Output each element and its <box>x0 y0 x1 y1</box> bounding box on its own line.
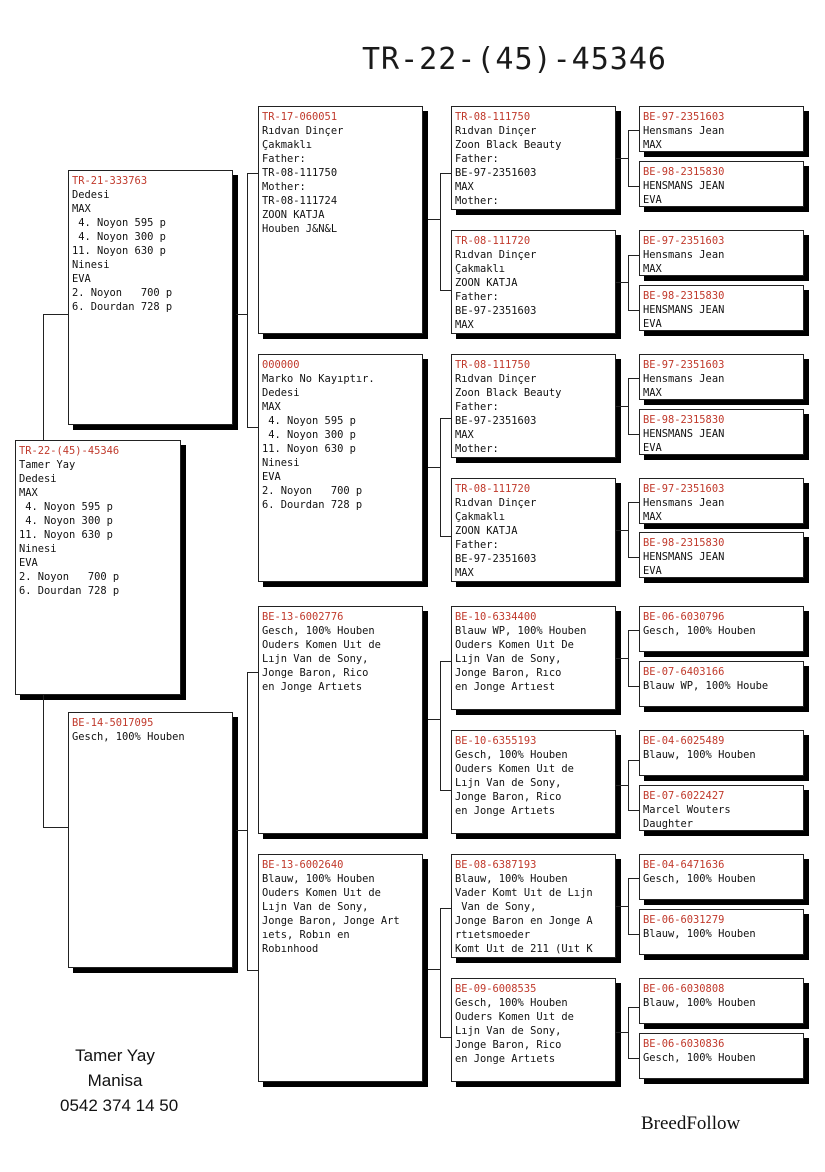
connector-line <box>628 310 639 311</box>
card-text-line: Blauw, 100% Houben <box>643 928 756 940</box>
card-text-line: ZOON KATJA <box>262 209 325 221</box>
card-text-line: Rıdvan Dinçer <box>455 249 537 261</box>
connector-line <box>628 557 639 558</box>
card-text-line: MAX <box>455 429 474 441</box>
card-text-line: en Jonge Artıets <box>455 1053 556 1065</box>
card-text-line: 11. Noyon 630 p <box>262 443 356 455</box>
card-text-line: Father: <box>455 291 499 303</box>
card-text-line: Çakmaklı <box>455 263 506 275</box>
card-text-line: 2. Noyon 700 p <box>262 485 363 497</box>
connector-line <box>440 908 441 1037</box>
ring-number: BE-13-6002640 <box>262 859 344 871</box>
card-text-line: 6. Dourdan 728 p <box>72 301 173 313</box>
card-text-line: Robınhood <box>262 943 319 955</box>
card-text-line: Jonge Baron, Rico <box>455 791 562 803</box>
ring-number: BE-10-6334400 <box>455 611 537 623</box>
pedigree-card[interactable] <box>639 161 804 207</box>
card-text-line: EVA <box>262 471 281 483</box>
card-text-line: TR-08-111724 <box>262 195 338 207</box>
pedigree-card[interactable] <box>68 712 233 968</box>
ring-number: BE-13-6002776 <box>262 611 344 623</box>
connector-line <box>440 418 441 536</box>
card-text-line: Ninesi <box>19 543 57 555</box>
card-text-line: TR-08-111750 <box>262 167 338 179</box>
pedigree-card[interactable] <box>639 606 804 652</box>
card-text-line: MAX <box>643 139 662 151</box>
owner-name: Tamer Yay <box>75 1046 155 1065</box>
card-text-line: Van de Sony, <box>455 901 537 913</box>
card-text-line: ZOON KATJA <box>455 525 518 537</box>
card-text-line: Jonge Baron, Jonge Art <box>262 915 400 927</box>
card-text-line: MAX <box>19 487 38 499</box>
card-text-line: Ouders Komen Uıt De <box>455 639 574 651</box>
card-text-line: 4. Noyon 300 p <box>262 429 356 441</box>
pedigree-card[interactable] <box>639 354 804 400</box>
connector-line <box>628 378 639 379</box>
ring-number: BE-98-2315830 <box>643 537 725 549</box>
card-text-line: Ouders Komen Uıt de <box>455 763 574 775</box>
brand-logo-text: BreedFollow <box>641 1113 741 1134</box>
card-text-line: Gesch, 100% Houben <box>643 873 756 885</box>
pedigree-card[interactable] <box>258 854 423 1082</box>
card-text-line: Gesch, 100% Houben <box>643 625 756 637</box>
card-text-line: BE-97-2351603 <box>455 305 537 317</box>
card-text-line: Ouders Komen Uıt de <box>262 639 381 651</box>
connector-line <box>236 830 248 831</box>
card-text-line: en Jonge Artıets <box>455 805 556 817</box>
card-text-line: Ninesi <box>72 259 110 271</box>
card-text-line: Çakmaklı <box>455 511 506 523</box>
connector-line <box>247 672 248 970</box>
card-text-line: MAX <box>643 511 662 523</box>
card-text-line: Zoon Black Beauty <box>455 139 562 151</box>
pedigree-card[interactable] <box>258 106 423 334</box>
connector-line <box>247 173 248 427</box>
card-text-line: Ninesi <box>262 457 300 469</box>
card-text-line: Lıjn Van de Sony, <box>262 653 369 665</box>
card-text-line: Blauw, 100% Houben <box>262 873 375 885</box>
card-text-line: Hensmans Jean <box>643 373 725 385</box>
ring-number: 000000 <box>262 359 300 371</box>
card-text-line: Blauw, 100% Houben <box>643 997 756 1009</box>
connector-line <box>616 906 629 907</box>
card-text-line: Blauw, 100% Houben <box>455 873 568 885</box>
card-text-line: HENSMANS JEAN <box>643 428 725 440</box>
card-text-line: 4. Noyon 595 p <box>19 501 113 513</box>
card-text-line: Ouders Komen Uıt de <box>262 887 381 899</box>
card-text-line: Gesch, 100% Houben <box>72 731 185 743</box>
connector-line <box>628 760 639 761</box>
pedigree-card[interactable] <box>639 230 804 276</box>
card-text-line: Dedesi <box>19 473 57 485</box>
connector-line <box>440 173 451 174</box>
card-text-line: Gesch, 100% Houben <box>643 1052 756 1064</box>
connector-line <box>440 536 451 537</box>
pedigree-card[interactable] <box>639 661 804 707</box>
connector-line <box>628 630 639 631</box>
connector-line <box>440 290 451 291</box>
ring-number: BE-06-6031279 <box>643 914 725 926</box>
pedigree-card[interactable] <box>639 478 804 524</box>
connector-line <box>440 173 441 290</box>
card-text-line: ZOON KATJA <box>455 277 518 289</box>
card-text-line: EVA <box>643 442 662 454</box>
ring-number: TR-08-111750 <box>455 359 531 371</box>
card-text-line: Tamer Yay <box>19 459 76 471</box>
pedigree-card[interactable] <box>451 478 616 582</box>
card-text-line: MAX <box>455 181 474 193</box>
connector-line <box>628 1007 639 1008</box>
card-text-line: EVA <box>643 194 662 206</box>
ring-number: TR-08-111720 <box>455 483 531 495</box>
card-text-line: Dedesi <box>72 189 110 201</box>
connector-line <box>247 427 258 428</box>
card-text-line: Father: <box>262 153 306 165</box>
card-text-line: Mother: <box>455 195 499 207</box>
pedigree-card[interactable] <box>68 170 233 425</box>
card-text-line: Mother: <box>262 181 306 193</box>
ring-number: BE-08-6387193 <box>455 859 537 871</box>
pedigree-card[interactable] <box>451 730 616 834</box>
ring-number: BE-98-2315830 <box>643 290 725 302</box>
card-text-line: Marko No Kayıptır. <box>262 373 375 385</box>
card-text-line: Jonge Baron en Jonge A <box>455 915 593 927</box>
pedigree-card[interactable] <box>451 354 616 458</box>
card-text-line: 6. Dourdan 728 p <box>262 499 363 511</box>
card-text-line: Ouders Komen Uıt de <box>455 1011 574 1023</box>
card-text-line: Hensmans Jean <box>643 125 725 137</box>
connector-line <box>43 827 68 828</box>
ring-number: BE-06-6030836 <box>643 1038 725 1050</box>
pedigree-card[interactable] <box>258 606 423 834</box>
card-text-line: 6. Dourdan 728 p <box>19 585 120 597</box>
card-text-line: Jonge Baron, Rico <box>262 667 369 679</box>
pedigree-card[interactable] <box>451 606 616 710</box>
card-text-line: MAX <box>455 567 474 579</box>
card-text-line: Hensmans Jean <box>643 497 725 509</box>
connector-line <box>440 661 441 790</box>
card-text-line: MAX <box>455 319 474 331</box>
card-text-line: 4. Noyon 595 p <box>262 415 356 427</box>
ring-number: BE-97-2351603 <box>643 359 725 371</box>
ring-number: TR-17-060051 <box>262 111 338 123</box>
card-text-line: Father: <box>455 153 499 165</box>
connector-line <box>440 1037 451 1038</box>
ring-number: TR-22-(45)-45346 <box>19 445 120 457</box>
connector-line <box>247 173 258 174</box>
ring-number: BE-98-2315830 <box>643 414 725 426</box>
card-text-line: Lıjn Van de Sony, <box>455 1025 562 1037</box>
ring-number: BE-98-2315830 <box>643 166 725 178</box>
pedigree-card[interactable] <box>258 354 423 582</box>
connector-line <box>440 418 451 419</box>
ring-number: BE-07-6403166 <box>643 666 725 678</box>
card-text-line: BE-97-2351603 <box>455 553 537 565</box>
card-text-line: BE-97-2351603 <box>455 415 537 427</box>
connector-line <box>628 810 639 811</box>
card-text-line: 2. Noyon 700 p <box>19 571 120 583</box>
pedigree-card[interactable] <box>15 440 181 695</box>
card-text-line: Vader Komt Uıt de Lıjn <box>455 887 593 899</box>
connector-line <box>43 314 44 440</box>
card-text-line: 11. Noyon 630 p <box>72 245 166 257</box>
card-text-line: Marcel Wouters <box>643 804 731 816</box>
ring-number: BE-04-6471636 <box>643 859 725 871</box>
connector-line <box>428 467 441 468</box>
card-text-line: EVA <box>72 273 91 285</box>
ring-number: BE-09-6008535 <box>455 983 537 995</box>
ring-number: BE-10-6355193 <box>455 735 537 747</box>
pedigree-card[interactable] <box>451 978 616 1082</box>
connector-line <box>616 530 629 531</box>
card-text-line: en Jonge Artıest <box>455 681 556 693</box>
owner-info <box>60 1043 179 1118</box>
connector-line <box>440 908 451 909</box>
card-text-line: BE-97-2351603 <box>455 167 537 179</box>
pedigree-card[interactable] <box>451 230 616 334</box>
card-text-line: HENSMANS JEAN <box>643 551 725 563</box>
connector-line <box>43 695 44 827</box>
connector-line <box>616 406 629 407</box>
pedigree-card[interactable] <box>639 532 804 578</box>
card-text-line: Zoon Black Beauty <box>455 387 562 399</box>
connector-line <box>628 878 639 879</box>
connector-line <box>628 130 639 131</box>
pedigree-card[interactable] <box>451 106 616 210</box>
card-text-line: MAX <box>643 387 662 399</box>
card-text-line: Rıdvan Dinçer <box>455 373 537 385</box>
card-text-line: Dedesi <box>262 387 300 399</box>
connector-line <box>247 970 258 971</box>
connector-line <box>628 434 639 435</box>
ring-number: BE-04-6025489 <box>643 735 725 747</box>
card-text-line: Blauw WP, 100% Hoube <box>643 680 769 692</box>
ring-number: BE-06-6030796 <box>643 611 725 623</box>
card-text-line: MAX <box>643 263 662 275</box>
card-text-line: MAX <box>72 203 91 215</box>
ring-number: TR-21-333763 <box>72 175 148 187</box>
connector-line <box>236 314 248 315</box>
card-text-line: Lıjn Van de Sony, <box>455 653 562 665</box>
card-text-line: 11. Noyon 630 p <box>19 529 113 541</box>
connector-line <box>616 158 629 159</box>
card-text-line: Daughter <box>643 818 694 830</box>
card-text-line: Lıjn Van de Sony, <box>455 777 562 789</box>
card-text-line: Rıdvan Dinçer <box>455 125 537 137</box>
card-text-line: Jonge Baron, Rıco <box>455 667 562 679</box>
ring-number: BE-97-2351603 <box>643 111 725 123</box>
card-text-line: Houben J&N&L <box>262 223 338 235</box>
connector-line <box>43 314 68 315</box>
card-text-line: Father: <box>455 539 499 551</box>
connector-line <box>628 502 639 503</box>
pedigree-card[interactable] <box>639 909 804 955</box>
connector-line <box>628 686 639 687</box>
connector-line <box>428 969 441 970</box>
connector-line <box>628 934 639 935</box>
pedigree-card[interactable] <box>639 854 804 900</box>
ring-number: TR-08-111750 <box>455 111 531 123</box>
pedigree-card[interactable] <box>451 854 616 958</box>
connector-line <box>247 672 258 673</box>
connector-line <box>616 1032 629 1033</box>
card-text-line: HENSMANS JEAN <box>643 180 725 192</box>
card-text-line: 4. Noyon 595 p <box>72 217 166 229</box>
card-text-line: rtıetsmoeder <box>455 929 531 941</box>
connector-line <box>628 186 639 187</box>
card-text-line: EVA <box>643 318 662 330</box>
card-text-line: 4. Noyon 300 p <box>72 231 166 243</box>
connector-line <box>628 1058 639 1059</box>
card-text-line: en Jonge Artıets <box>262 681 363 693</box>
card-text-line: Rıdvan Dinçer <box>455 497 537 509</box>
pedigree-card[interactable] <box>639 409 804 455</box>
owner-phone: 0542 374 14 50 <box>60 1096 179 1115</box>
connector-line <box>628 255 639 256</box>
card-text-line: Gesch, 100% Houben <box>455 997 568 1009</box>
card-text-line: Blauw WP, 100% Houben <box>455 625 587 637</box>
card-text-line: EVA <box>19 557 38 569</box>
pedigree-card[interactable] <box>639 978 804 1024</box>
owner-city: Manisa <box>87 1071 143 1090</box>
card-text-line: ıets, Robın en <box>262 929 350 941</box>
ring-number: BE-97-2351603 <box>643 483 725 495</box>
card-text-line: Gesch, 100% Houben <box>455 749 568 761</box>
card-text-line: Lıjn Van de Sony, <box>262 901 369 913</box>
card-text-line: Hensmans Jean <box>643 249 725 261</box>
card-text-line: MAX <box>262 401 281 413</box>
card-text-line: Mother: <box>455 443 499 455</box>
connector-line <box>440 790 451 791</box>
connector-line <box>616 282 629 283</box>
connector-line <box>616 658 629 659</box>
card-text-line: Rıdvan Dinçer <box>262 125 344 137</box>
pedigree-card[interactable] <box>639 285 804 331</box>
card-text-line: Jonge Baron, Rico <box>455 1039 562 1051</box>
ring-number: BE-06-6030808 <box>643 983 725 995</box>
card-text-line: 4. Noyon 300 p <box>19 515 113 527</box>
card-text-line: HENSMANS JEAN <box>643 304 725 316</box>
ring-number: BE-97-2351603 <box>643 235 725 247</box>
connector-line <box>428 219 441 220</box>
ring-number: BE-07-6022427 <box>643 790 725 802</box>
ring-number: TR-08-111720 <box>455 235 531 247</box>
connector-line <box>428 719 441 720</box>
card-text-line: EVA <box>643 565 662 577</box>
ring-number: BE-14-5017095 <box>72 717 154 729</box>
pedigree-title: TR-22-(45)-45346 <box>362 42 667 77</box>
card-text-line: Komt Uıt de 211 (Uıt K <box>455 943 593 955</box>
card-text-line: Gesch, 100% Houben <box>262 625 375 637</box>
card-text-line: 2. Noyon 700 p <box>72 287 173 299</box>
card-text-line: Father: <box>455 401 499 413</box>
pedigree-card[interactable] <box>639 1033 804 1079</box>
card-text-line: Çakmaklı <box>262 139 313 151</box>
card-text-line: Blauw, 100% Houben <box>643 749 756 761</box>
pedigree-card[interactable] <box>639 730 804 776</box>
connector-line <box>440 661 451 662</box>
pedigree-card[interactable] <box>639 106 804 152</box>
connector-line <box>616 785 629 786</box>
pedigree-card[interactable] <box>639 785 804 831</box>
